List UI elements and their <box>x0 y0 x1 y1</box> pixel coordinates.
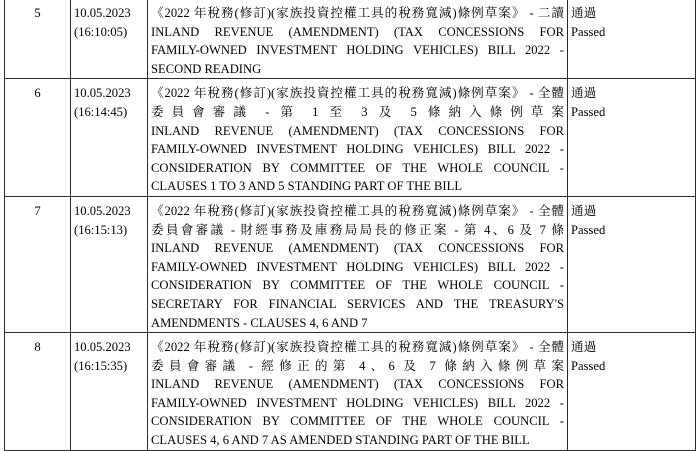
motion-line: 《2022 年稅務(修訂)(家族投資控權工具的稅務寬減)條例草案》 - 二讀 <box>151 6 564 20</box>
motion-line: 委員會審議 - 財經事務及庫務局局長的修正案 - 第 4、6 及 7 條 <box>151 222 564 237</box>
table-row <box>5 79 696 197</box>
motion-description <box>148 196 568 332</box>
vote-result <box>568 333 696 451</box>
motion-line: FAMILY-OWNED INVESTMENT HOLDING VEHICLES) BILL 2022 - <box>151 43 564 58</box>
motion-description <box>148 0 568 79</box>
vote-datetime <box>71 79 148 197</box>
motion-line: CONSIDERATION BY COMMITTEE OF THE WHOLE COUNCIL - <box>151 278 564 293</box>
vote-time: (16:15:35) <box>74 358 128 373</box>
table-row <box>5 196 696 332</box>
vote-result <box>568 196 696 332</box>
result-chinese: 通過 <box>571 340 597 355</box>
result-english: Passed <box>571 24 606 39</box>
motion-line: AMENDMENTS - CLAUSES 4, 6 AND 7 <box>151 315 368 330</box>
result-chinese: 通過 <box>571 203 597 218</box>
motion-line: SECRETARY FOR FINANCIAL SERVICES AND THE TREASURY'S <box>151 296 564 311</box>
table-row <box>5 0 696 79</box>
vote-time: (16:15:13) <box>74 222 128 237</box>
vote-datetime <box>71 196 148 332</box>
vote-datetime <box>71 0 148 79</box>
motion-line: 《2022 年稅務(修訂)(家族投資控權工具的稅務寬減)條例草案》 - 全體 <box>151 203 564 218</box>
motion-line: CLAUSES 4, 6 AND 7 AS AMENDED STANDING PART OF THE BILL <box>151 433 530 448</box>
result-english: Passed <box>571 104 606 119</box>
vote-date: 10.05.2023 <box>74 86 131 101</box>
vote-date: 10.05.2023 <box>74 340 131 355</box>
vote-datetime <box>71 333 148 451</box>
motion-description <box>148 333 568 451</box>
motion-line: CONSIDERATION BY COMMITTEE OF THE WHOLE COUNCIL - <box>151 414 564 429</box>
vote-time: (16:10:05) <box>74 24 128 39</box>
vote-result <box>568 79 696 197</box>
vote-date: 10.05.2023 <box>74 203 131 218</box>
vote-result <box>568 0 696 79</box>
motion-line: 委員會審議 - 經修正的第 4、6 及 7 條納入條例草案 <box>151 358 564 373</box>
result-chinese: 通過 <box>571 86 597 101</box>
motion-line: INLAND REVENUE (AMENDMENT) (TAX CONCESSIONS FOR <box>151 24 564 39</box>
item-number: 8 <box>5 333 71 451</box>
motion-line: 委員會審議 - 第 1 至 3 及 5 條納入條例草案 <box>151 104 564 119</box>
result-chinese: 通過 <box>571 6 597 20</box>
voting-results-body <box>5 0 696 450</box>
motion-line: CONSIDERATION BY COMMITTEE OF THE WHOLE COUNCIL - <box>151 160 564 175</box>
item-number: 5 <box>5 0 71 79</box>
motion-line: INLAND REVENUE (AMENDMENT) (TAX CONCESSIONS FOR <box>151 123 564 138</box>
result-english: Passed <box>571 358 606 373</box>
vote-date: 10.05.2023 <box>74 6 131 20</box>
vote-time: (16:14:45) <box>74 104 128 119</box>
motion-line: FAMILY-OWNED INVESTMENT HOLDING VEHICLES) BILL 2022 - <box>151 259 564 274</box>
item-number: 6 <box>5 79 71 197</box>
voting-results-table <box>4 0 696 451</box>
motion-line: 《2022 年稅務(修訂)(家族投資控權工具的稅務寬減)條例草案》 - 全體 <box>151 340 564 355</box>
result-english: Passed <box>571 222 606 237</box>
motion-line: INLAND REVENUE (AMENDMENT) (TAX CONCESSIONS FOR <box>151 241 564 256</box>
motion-line: INLAND REVENUE (AMENDMENT) (TAX CONCESSIONS FOR <box>151 377 564 392</box>
motion-line: FAMILY-OWNED INVESTMENT HOLDING VEHICLES) BILL 2022 - <box>151 142 564 157</box>
motion-description <box>148 79 568 197</box>
table-row <box>5 333 696 451</box>
motion-line: SECOND READING <box>151 61 262 76</box>
motion-line: 《2022 年稅務(修訂)(家族投資控權工具的稅務寬減)條例草案》 - 全體 <box>151 86 564 101</box>
motion-line: CLAUSES 1 TO 3 AND 5 STANDING PART OF THE BILL <box>151 179 463 194</box>
motion-line: FAMILY-OWNED INVESTMENT HOLDING VEHICLES) BILL 2022 - <box>151 395 564 410</box>
item-number: 7 <box>5 196 71 332</box>
